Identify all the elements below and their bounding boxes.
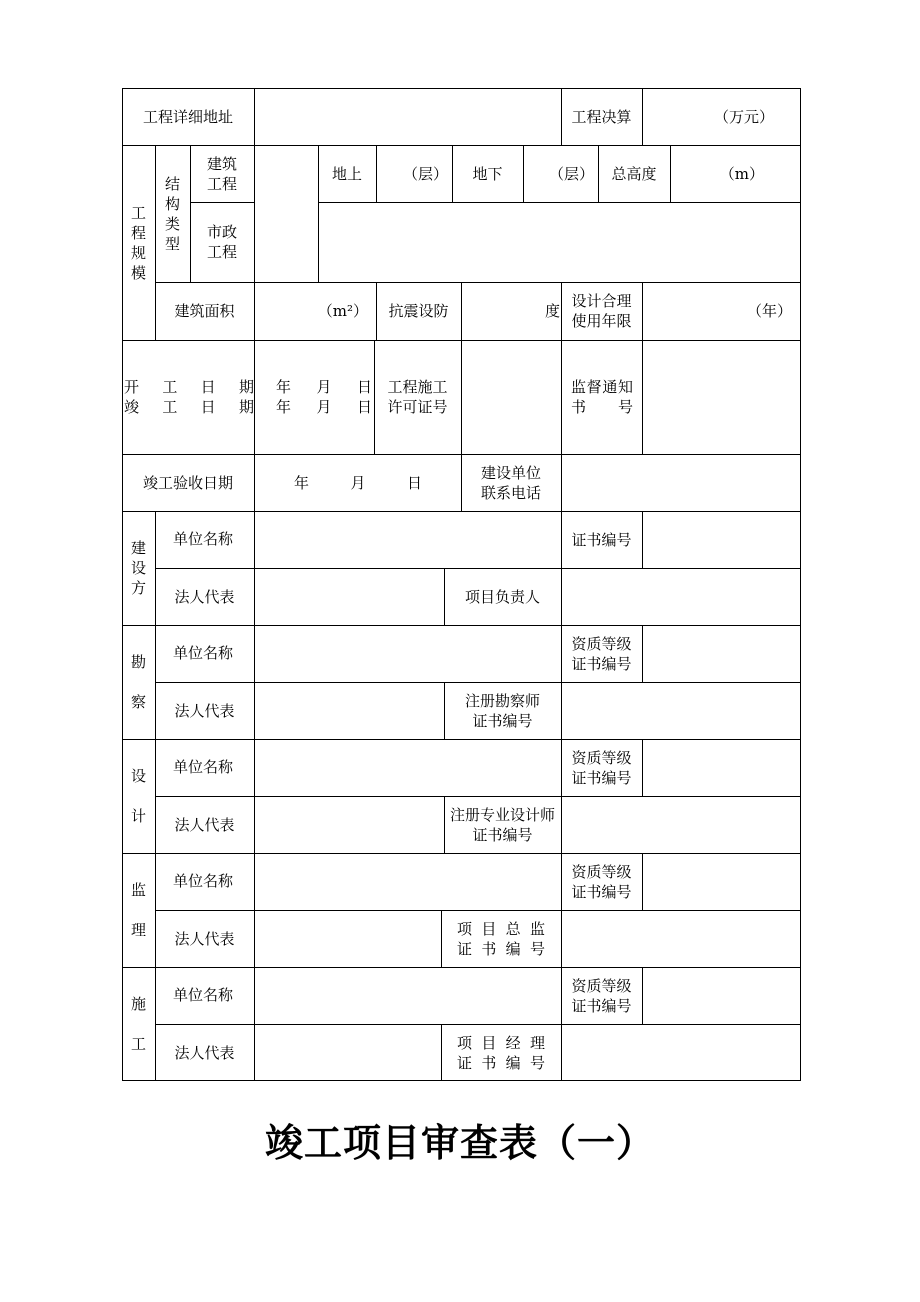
month-label: 月 — [350, 474, 366, 492]
label-line-1 — [457, 919, 545, 939]
label-char: 目 — [481, 1034, 497, 1052]
area-unit[interactable]: （m²） — [317, 302, 368, 320]
label-char: 证 — [457, 940, 473, 958]
label-char: 竣 — [124, 398, 140, 416]
label-char: 书 — [481, 1054, 497, 1072]
cert-field[interactable] — [642, 967, 800, 1024]
day-label: 日 — [356, 398, 372, 416]
label-char: 编 — [505, 940, 521, 958]
area-label: 建筑面积 — [174, 302, 235, 320]
label-line-1 — [457, 1033, 545, 1053]
unit-name-field[interactable] — [254, 967, 561, 1024]
label-char: 期 — [238, 378, 254, 396]
manager-cert-field[interactable] — [561, 1024, 800, 1081]
building-field[interactable] — [254, 145, 318, 202]
label-char: 理 — [529, 1034, 545, 1052]
label-char: 日 — [200, 398, 216, 416]
scale-label: 工程规模 — [130, 203, 146, 282]
manager-cert-label — [457, 1033, 545, 1073]
notice-label — [571, 377, 633, 417]
cert-field[interactable] — [642, 853, 800, 910]
start-date-label — [124, 377, 254, 417]
label-char: 工 — [162, 378, 178, 396]
label-line-2 — [457, 939, 545, 959]
notice-line-2 — [571, 397, 633, 417]
label-char: 监 — [529, 920, 545, 938]
label-char: 期 — [238, 398, 254, 416]
table-border — [800, 88, 801, 1081]
unit-name-field[interactable] — [254, 853, 561, 910]
day-label: 日 — [356, 378, 372, 396]
acceptance-date[interactable] — [294, 473, 422, 493]
legal-rep-label: 法人代表 — [174, 701, 235, 720]
acceptance-ymd — [294, 473, 422, 493]
manager-cert-field[interactable] — [561, 568, 800, 625]
legal-rep-label: 法人代表 — [174, 815, 235, 834]
cert-label: 资质等级证书编号 — [571, 976, 632, 1015]
manager-cert-label — [457, 919, 545, 959]
notice-line-1 — [571, 377, 633, 397]
label-char: 日 — [200, 378, 216, 396]
below-label: 地下 — [472, 164, 503, 183]
label-char: 总 — [505, 920, 521, 938]
unit-name-field[interactable] — [254, 511, 561, 568]
party-construction-label: 施工 — [130, 995, 146, 1053]
day-label: 日 — [406, 474, 422, 492]
cert-field[interactable] — [642, 511, 800, 568]
end-date-ymd — [276, 397, 372, 417]
cert-field[interactable] — [642, 739, 800, 796]
owner-phone-field[interactable] — [561, 454, 800, 511]
month-label: 月 — [316, 398, 332, 416]
label-char: 号 — [529, 1054, 545, 1072]
legal-rep-field[interactable] — [254, 910, 441, 967]
structure-label: 结构类型 — [164, 174, 180, 253]
legal-rep-field[interactable] — [254, 796, 444, 853]
label-char: 项 — [457, 920, 473, 938]
above-label: 地上 — [331, 164, 362, 183]
grid-line — [441, 1024, 442, 1080]
label-char: 监 — [571, 378, 587, 396]
manager-cert-field[interactable] — [561, 910, 800, 967]
building-label: 建筑工程 — [206, 154, 237, 193]
start-date-row — [124, 377, 254, 397]
legal-rep-field[interactable] — [254, 568, 444, 625]
legal-rep-label: 法人代表 — [174, 1043, 235, 1062]
manager-cert-label: 注册专业设计师 证书编号 — [449, 805, 555, 844]
label-char: 证 — [457, 1054, 473, 1072]
manager-cert-label: 注册勘察师 证书编号 — [464, 691, 540, 730]
address-field[interactable] — [254, 88, 561, 145]
unit-name-label: 单位名称 — [173, 644, 234, 662]
label-char: 开 — [124, 378, 140, 396]
label-char: 号 — [529, 940, 545, 958]
label-char: 目 — [481, 920, 497, 938]
seismic-label: 抗震设防 — [388, 302, 449, 320]
budget-label: 工程决算 — [571, 107, 632, 126]
year-label: 年 — [294, 474, 310, 492]
date-values[interactable] — [276, 377, 372, 417]
height-unit[interactable]: （m） — [719, 164, 764, 183]
label-char: 项 — [457, 1034, 473, 1052]
municipal-detail-field[interactable] — [318, 202, 800, 282]
party-survey-label: 勘察 — [130, 653, 146, 711]
cert-field[interactable] — [642, 625, 800, 682]
party-design-label: 设计 — [130, 767, 146, 825]
label-char: 工 — [162, 398, 178, 416]
start-date-ymd — [276, 377, 372, 397]
unit-name-label: 单位名称 — [173, 530, 234, 548]
cert-label: 资质等级证书编号 — [571, 634, 632, 673]
permit-label: 工程施工许可证号 — [387, 378, 448, 416]
cert-label: 资质等级证书编号 — [571, 748, 632, 787]
municipal-label: 市政工程 — [206, 223, 237, 261]
grid-line — [254, 454, 255, 511]
design-life-label: 设计合理使用年限 — [571, 292, 632, 330]
above-unit[interactable]: （层） — [402, 164, 448, 183]
label-char: 号 — [617, 398, 633, 416]
label-char: 督 — [586, 378, 602, 396]
legal-rep-field[interactable] — [254, 682, 444, 739]
acceptance-label: 竣工验收日期 — [142, 473, 233, 492]
party-owner-label: 建设方 — [130, 539, 146, 597]
label-char: 经 — [505, 1034, 521, 1052]
label-char: 书 — [571, 398, 587, 416]
permit-field[interactable] — [461, 340, 561, 454]
municipal-field[interactable] — [254, 202, 318, 282]
unit-name-label: 单位名称 — [173, 872, 234, 890]
manager-cert-label: 项目负责人 — [464, 587, 540, 606]
manager-cert-field[interactable] — [561, 796, 800, 853]
unit-name-label: 单位名称 — [173, 758, 234, 776]
label-line-2 — [457, 1053, 545, 1073]
manager-cert-field[interactable] — [561, 682, 800, 739]
label-char: 知 — [617, 378, 633, 396]
end-date-row — [124, 397, 254, 417]
grid-line — [254, 340, 255, 454]
seismic-unit[interactable]: 度 — [544, 302, 560, 320]
cert-label: 资质等级证书编号 — [571, 862, 632, 901]
page-title: 竣工项目审查表（一） — [264, 1120, 655, 1165]
unit-name-field[interactable] — [254, 739, 561, 796]
party-supervision-label: 监理 — [130, 881, 146, 939]
year-label: 年 — [276, 378, 292, 396]
legal-rep-field[interactable] — [254, 1024, 441, 1081]
budget-unit[interactable]: （万元） — [713, 107, 774, 126]
height-label: 总高度 — [611, 164, 657, 183]
legal-rep-label: 法人代表 — [174, 587, 235, 606]
year-label: 年 — [276, 398, 292, 416]
notice-field[interactable] — [642, 340, 800, 454]
label-char: 书 — [481, 940, 497, 958]
label-char: 编 — [505, 1054, 521, 1072]
below-unit[interactable]: （层） — [548, 164, 594, 183]
cert-label: 证书编号 — [571, 530, 632, 549]
legal-rep-label: 法人代表 — [174, 929, 235, 948]
label-char: 通 — [602, 378, 618, 396]
month-label: 月 — [316, 378, 332, 396]
unit-name-field[interactable] — [254, 625, 561, 682]
unit-name-label: 单位名称 — [173, 986, 234, 1004]
grid-line — [561, 340, 562, 454]
grid-line — [441, 910, 442, 967]
owner-phone-label: 建设单位联系电话 — [480, 463, 541, 502]
address-label: 工程详细地址 — [142, 107, 233, 126]
design-life-unit[interactable]: （年） — [746, 302, 792, 320]
